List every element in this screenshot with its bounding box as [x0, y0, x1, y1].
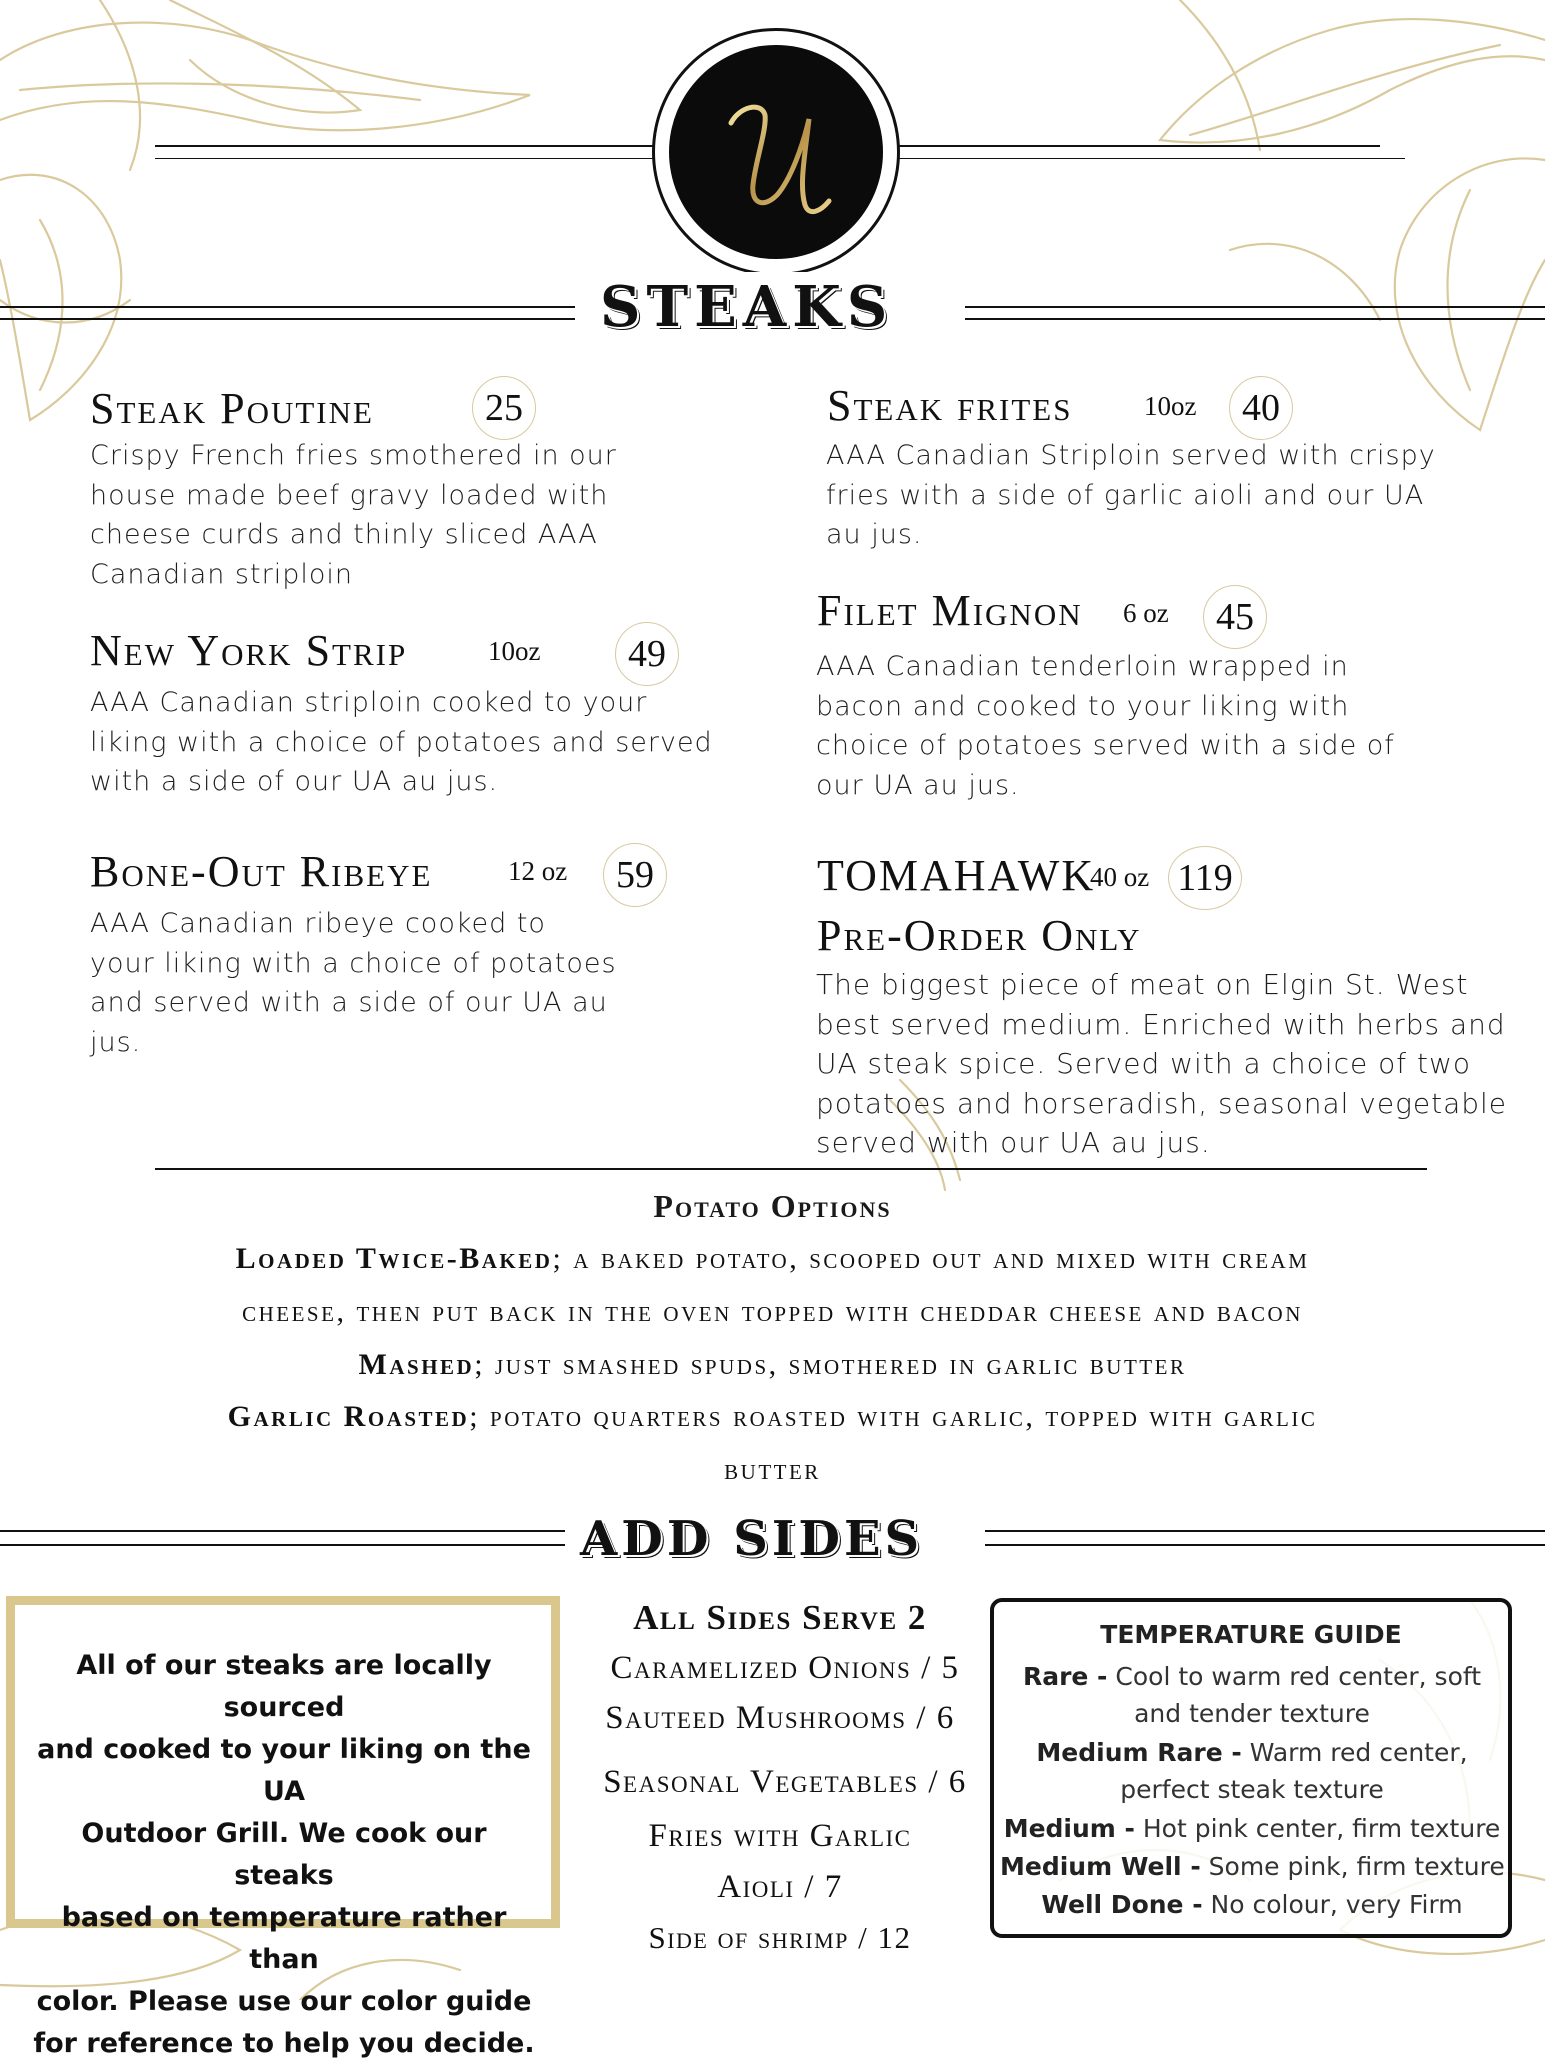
side-item: Fries with Garlic	[648, 1818, 912, 1854]
item-name: Steak Poutine	[90, 384, 374, 433]
item-name: Steak frites	[827, 381, 1073, 430]
temp-medium-rare-cont: perfect steak texture	[1120, 1775, 1384, 1804]
item-name: Filet Mignon	[817, 586, 1083, 635]
potato-option-loaded-cont: cheese, then put back in the oven topped with cheddar cheese and bacon	[242, 1295, 1303, 1328]
temp-medium: Medium - Hot pink center, firm texture	[1003, 1814, 1501, 1843]
steaks-rule-left	[0, 318, 575, 320]
item-price: 119	[1168, 846, 1242, 910]
temperature-guide-title: TEMPERATURE GUIDE	[1100, 1620, 1402, 1649]
item-price: 25	[472, 376, 536, 440]
item-name: Bone-Out Ribeye	[90, 847, 433, 896]
item-description: The biggest piece of meat on Elgin St. West best served medium. Enriched with herbs and UA steak spice. Served with a choice of two potatoes and horseradish, seasonal vegetable served with our UA au jus.	[816, 968, 1508, 1159]
item-price: 49	[615, 622, 679, 686]
item-price: 40	[1229, 376, 1293, 440]
sides-rule-right	[985, 1544, 1545, 1546]
potato-option-garlic-cont: butter	[724, 1453, 821, 1486]
side-item: Aioli / 7	[717, 1869, 843, 1905]
potato-options-title: Potato Options	[653, 1188, 892, 1224]
potato-option-loaded: Loaded Twice-Baked; a baked potato, scooped out and mixed with cream	[235, 1242, 1310, 1275]
item-size: 10oz	[1144, 391, 1197, 421]
item-description: AAA Canadian striploin cooked to your liking with a choice of potatoes and served with a side of our UA au jus.	[90, 687, 713, 797]
temp-rare-cont: and tender texture	[1134, 1699, 1370, 1728]
item-price: 45	[1203, 585, 1267, 649]
item-name: New York Strip	[90, 626, 408, 675]
item-size: 6 oz	[1123, 598, 1169, 628]
temp-rare: Rare - Cool to warm red center, soft	[1022, 1662, 1482, 1691]
potato-divider	[155, 1168, 1427, 1170]
potato-option-garlic: Garlic Roasted; potato quarters roasted with garlic, topped with garlic	[227, 1400, 1318, 1433]
item-size: 40 oz	[1090, 862, 1150, 892]
item-price: 59	[603, 843, 667, 907]
item-size: 10oz	[488, 636, 541, 666]
temp-medium-well: Medium Well - Some pink, firm texture	[1000, 1852, 1505, 1881]
side-item: Sauteed Mushrooms / 6	[605, 1700, 955, 1736]
logo	[652, 28, 900, 276]
logo-badge	[669, 45, 883, 259]
item-description: AAA Canadian ribeye cooked to your liking with a choice of potatoes and served with a side of our UA au jus.	[90, 908, 617, 1058]
item-description: AAA Canadian tenderloin wrapped in bacon and cooked to your liking with choice of potatoes served with a side of our UA au jus.	[816, 651, 1395, 801]
sides-header: All Sides Serve 2	[633, 1598, 927, 1637]
sides-rule-left	[0, 1544, 565, 1546]
sides-rule-left	[0, 1530, 565, 1532]
steaks-rule-left	[0, 306, 575, 308]
item-description: Crispy French fries smothered in our house made beef gravy loaded with cheese curds and thinly sliced AAA Canadian striploin	[90, 440, 617, 590]
side-item: Side of shrimp / 12	[648, 1920, 912, 1955]
temp-well-done: Well Done - No colour, very Firm	[1041, 1890, 1463, 1919]
side-item: Seasonal Vegetables / 6	[603, 1764, 967, 1800]
temp-medium-rare: Medium Rare - Warm red center,	[1036, 1738, 1468, 1767]
sourcing-note: All of our steaks are locally sourced and cooked to your liking on the UA Outdoor Grill. We cook our steaks based on temperature rather than color. Please use our color guide for reference to help you decide.	[33, 1650, 535, 2059]
temperature-guide-box	[990, 1598, 1512, 1938]
item-name: TOMAHAWK	[817, 851, 1096, 900]
potato-option-mashed: Mashed; just smashed spuds, smothered in garlic butter	[358, 1348, 1187, 1381]
item-size: 12 oz	[508, 856, 568, 886]
steaks-rule-right	[965, 318, 1545, 320]
item-description: AAA Canadian Striploin served with crispy fries with a side of garlic aioli and our UA au jus.	[826, 440, 1436, 550]
script-u-logo-icon	[669, 45, 883, 259]
item-subtitle: Pre-Order Only	[817, 911, 1142, 960]
sides-rule-right	[985, 1530, 1545, 1532]
add-sides-title: ADD SIDES	[570, 1507, 933, 1571]
steaks-title: STEAKS	[590, 272, 903, 342]
sourcing-note-box	[6, 1596, 560, 2059]
side-item: Caramelized Onions / 5	[610, 1650, 960, 1686]
steaks-rule-right	[965, 306, 1545, 308]
